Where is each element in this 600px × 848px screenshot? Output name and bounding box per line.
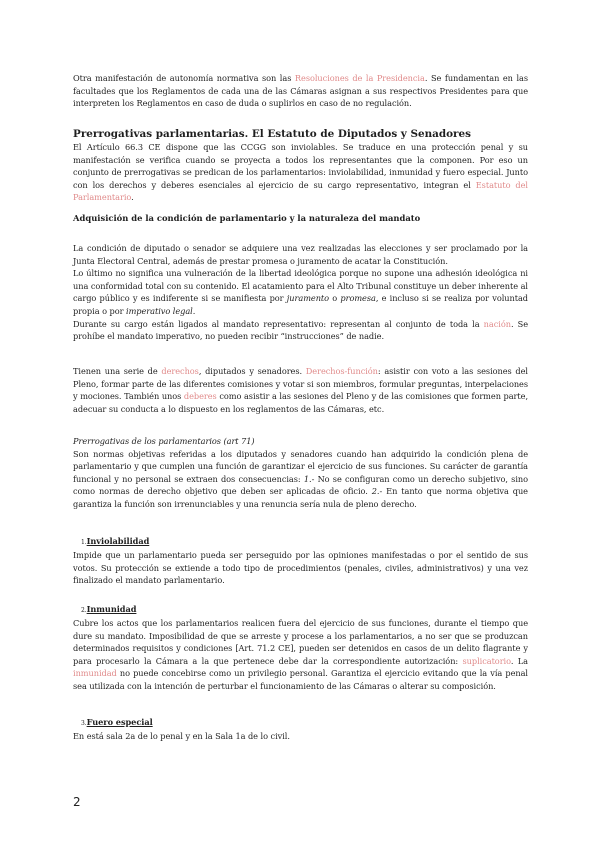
link-estatuto[interactable]: Estatuto del Parlamentario: [73, 179, 528, 203]
fuero-block: [73, 716, 528, 743]
link-suplicatorio[interactable]: suplicatorio: [462, 655, 511, 666]
adquisicion-heading-block: [73, 212, 528, 224]
section-prerrogativas: Prerrogativas parlamentarias. El Estatuto de Diputados y Senadores El Artículo 66.3 CE dispone que las CCGG son inviolables. Se traduce en una protección penal y su manifestación se verifica cuando se proyecta a todos los representantes que la componen. Por eso un conjunto de prerrogativas se predican de los parlamentarios: inviolabilidad, inmunidad y fuero especial. Junto con los derechos y deberes esenciales al ejercicio de su cargo representativo, integran el Estatuto del Parlamentario.: [73, 128, 528, 203]
inmunidad-heading: 2.Inmunidad: [81, 604, 137, 614]
inviolabilidad-text: Impide que un parlamentario pueda ser perseguido por las opiniones manifestadas o por el sentido de sus votos. Su protección se extiende a todo tipo de procedimientos (penales, civiles, administrativos) y una vez finalizado el mandato parlamentario.: [73, 550, 528, 586]
link-inmunidad[interactable]: inmunidad: [73, 668, 117, 679]
link-nacion[interactable]: nación: [483, 318, 511, 329]
page-number: 2: [73, 795, 81, 809]
prerrogativas-block: Prerrogativas de los parlamentarios (art 71) Son normas objetivas referidas a los diputados y senadores cuando han adquirido la condición plena de parlamentario y que cumplen una función de garantizar el ejercicio de sus funciones. Su carácter de garantía funcional y no personal se extraen dos consecuencias: 1.- No se configuran como un derecho subjetivo, sino como normas de derecho objetivo que deben ser aplicadas de oficio. 2.- En tanto que norma objetiva que garantiza la función son irrenunciables y una renuncia sería nula de pleno derecho.: [73, 436, 529, 509]
adquisicion-body: [73, 242, 528, 343]
link-deberes[interactable]: deberes: [183, 391, 217, 402]
adquisicion-p1: La condición de diputado o senador se adquiere una vez realizadas las elecciones y ser proclamado por la Junta Electoral Central, además de prestar promesa o juramento de acatar la Constitución.: [73, 243, 528, 266]
link-derechos[interactable]: derechos: [161, 366, 199, 376]
fuero-heading: 3.Fuero especial: [81, 717, 153, 727]
section-title: Prerrogativas parlamentarias. El Estatuto de Diputados y Senadores: [73, 128, 471, 140]
prerrogativas-title: Prerrogativas de los parlamentarios (art 71): [73, 436, 255, 446]
inviolabilidad-block: [73, 535, 528, 587]
fuero-text: En está sala 2a de lo penal y en la Sala 1a de lo civil.: [73, 731, 290, 741]
inmunidad-block: 2.Inmunidad Cubre los actos que los parlamentarios realicen fuera del ejercicio de sus funciones, durante el tiempo que dure su mandato. Imposibilidad de que se arreste y procese a los parlamentarios, a no ser que se produzcan determinados requisitos y condiciones [Art. 71.2 CE], pueden ser detenidos en casos de un delito flagrante y para procesarlo la Cámara a la que pertenece debe dar la correspondiente autorización: suplicatorio. La inmunidad no puede concebirse como un privilegio personal. Garantiza el ejercicio evitando que la vía penal sea utilizada con la intención de perturbar el funcionamiento de las Cámaras o alterar su composición.: [73, 604, 528, 691]
link-resoluciones[interactable]: Resoluciones de la Presidencia: [294, 73, 425, 83]
adquisicion-p2: Lo último no significa una vulneración de la libertad ideológica porque no supone una adhesión ideológica ni una conformidad total con su contenido. El acatamiento para el Alto Tribunal constituye un deber inherente al cargo público y es indiferente si se manifiesta por juramento o promesa, e incluso si se realiza por voluntad propia o por imperativo legal.: [73, 268, 528, 316]
intro-paragraph: Otra manifestación de autonomía normativa son las Resoluciones de la Presidencia. Se fundamentan en las facultades que los Reglamentos de cada una de las Cámaras asignan a sus respectivos Presidentes para que interpreten los Reglamentos en caso de duda o suplirlos en caso de no regulación.: [73, 73, 529, 109]
derechos-paragraph: Tienen una serie de derechos, diputados y senadores. Derechos-función: asistir con voto a las sesiones del Pleno, formar parte de las diferentes comisiones y votar si son miembros, formular preguntas, interpelaciones y mociones. También unos deberes como asistir a las sesiones del Pleno y de las comisiones que formen parte, adecuar su conducta a lo dispuesto en los reglamentos de las Cámaras, etc.: [73, 366, 529, 414]
link-derechos-funcion[interactable]: Derechos-función: [305, 366, 378, 376]
adquisicion-p3: Durante su cargo están ligados al mandato representativo: representan al conjunto de toda la nación. Se prohíbe el mandato imperativo, no pueden recibir “instrucciones” de nadie.: [73, 318, 528, 342]
inviolabilidad-heading: 1.Inviolabilidad: [81, 536, 150, 546]
adquisicion-title: Adquisición de la condición de parlamentario y la naturaleza del mandato: [73, 213, 421, 223]
